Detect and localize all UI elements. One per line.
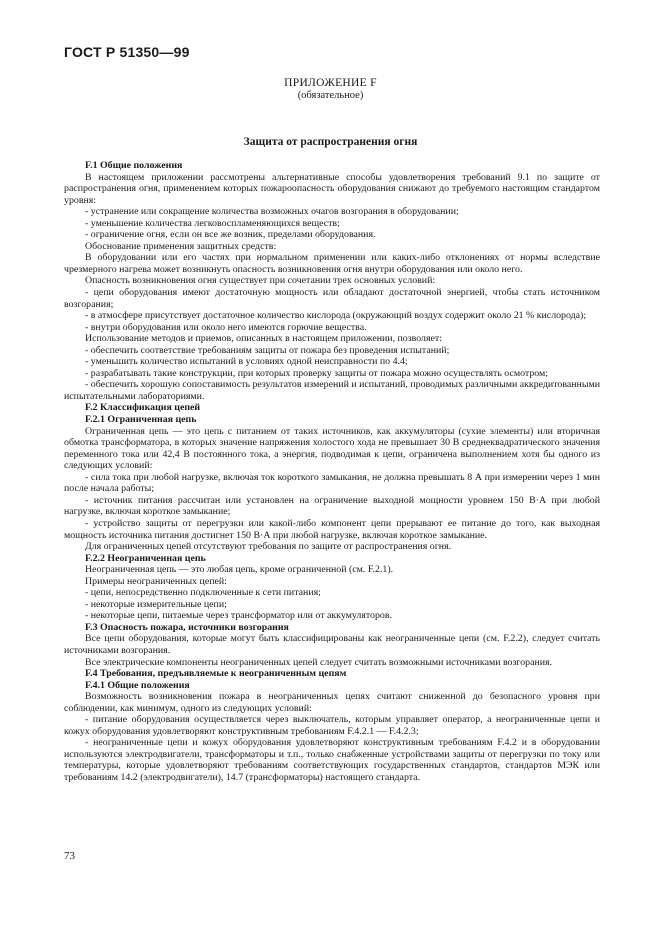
paragraph: - сила тока при любой нагрузке, включая ток короткого замыкания, не должна превышать 8 А при измерении через 1 мин после начала работы; (64, 471, 600, 495)
paragraph: - разрабатывать такие конструкции, при которых проверку защиты от пожара можно осуществлять осмотром; (85, 367, 549, 379)
appendix-status: (обязательное) (297, 90, 364, 101)
paragraph: - ограничение огня, если он все же возник, пределами оборудования. (85, 229, 376, 241)
paragraph: Возможность возникновения пожара в неограниченных цепях считают сниженной до безопасного уровня при соблюдении, как минимум, одного из следующих условий: (64, 691, 600, 714)
paragraph: Обоснование применения защитных средств: (85, 240, 277, 252)
paragraph: В оборудовании или его частях при нормальном применении или каких-либо отклонениях от нормы вследствие чрезмерного нагрева может возникнуть опасность возникновения огня внутри оборудования или около него. (64, 252, 600, 275)
document-body (64, 160, 600, 784)
paragraph: - неограниченные цепи и кожух оборудования удовлетворяют конструктивным требованиям F.4.2 и в оборудовании используются электродвигатели, трансформаторы и т.п., только снабженные устройствами защиты от перегрузки по току или температуры, которые удовлетворяют требованиям соответствующих государственных стандартов, стандартов МЭК или требованиям 14.2 (электродвигатели), 14.7 (трансформаторы) настоящего стандарта. (64, 737, 600, 783)
paragraph: - внутри оборудования или около него имеются горючие вещества. (85, 321, 367, 333)
paragraph: - цепи, непосредственно подключенные к сети питания; (85, 587, 321, 599)
paragraph: Примеры неограниченных цепей: (85, 575, 227, 587)
paragraph: Опасность возникновения огня существует при сочетании трех основных условий: (85, 275, 436, 287)
paragraph: Для ограниченных цепей отсутствуют требования по защите от распространения огня. (85, 541, 452, 553)
paragraph: - уменьшение количества легковоспламеняющихся веществ; (85, 217, 340, 229)
paragraph: - некоторые измерительные цепи; (85, 598, 227, 610)
paragraph: - питание оборудования осуществляется через выключатель, которым управляет оператор, а неограниченные цепи и кожух оборудования удовлетворяют конструктивным требованиям F.4.2.1 — F.4.2.3; (64, 714, 600, 737)
paragraph: - цепи оборудования имеют достаточную мощность или обладают достаточной энергией, чтобы стать источником возгорания; (64, 287, 600, 310)
subsection-heading: F.3 Опасность пожара, источники возгорания (85, 621, 289, 633)
paragraph: - устройство защиты от перегрузки или какой-либо компонент цепи прерывают ее питание до того, как выходная мощность источника питания достигнет 150 В·А при любой нагрузке, включая короткое замыкание. (64, 517, 600, 541)
paragraph: Все электрические компоненты неограниченных цепей следует считать возможными источниками возгорания. (85, 656, 553, 668)
paragraph: Использование методов и приемов, описанных в настоящем приложении, позволяет: (85, 333, 442, 345)
appendix-title: ПРИЛОЖЕНИЕ F (284, 77, 377, 89)
subsection-heading: F.4.1 Общие положения (85, 679, 190, 691)
section-title: Защита от распространения огня (243, 136, 418, 148)
appendix-heading (0, 77, 661, 101)
page-number: 73 (64, 850, 75, 862)
subsection-heading: F.2.2 Неограниченная цепь (85, 552, 206, 564)
subsection-heading: F.2 Классификация цепей (85, 402, 201, 414)
subsection-heading: F.2.1 Ограниченная цепь (85, 414, 197, 426)
paragraph: - в атмосфере присутствует достаточное количество кислорода (окружающий воздух содержит около 21 % кислорода); (85, 310, 587, 322)
paragraph: - обеспечить хорошую сопоставимость результатов измерений и испытаний, проводимых различными аккредитованными испытательными лабораториями. (64, 379, 600, 402)
paragraph: Все цепи оборудования, которые могут быть классифицированы как неограниченные цепи (см. F.2.2), следует считать источниками возгорания. (64, 633, 600, 656)
standard-header: ГОСТ Р 51350—99 (64, 44, 190, 60)
paragraph: - устранение или сокращение количества возможных очагов возгорания в оборудовании; (85, 206, 459, 218)
paragraph: Ограниченная цепь — это цепь с питанием от таких источников, как аккумуляторы (сухие элементы) или вторичная обмотка трансформатора, в которых значение напряжения холостого хода не превышает 30 В среднеквадратического значения переменного тока или 42,4 В постоянного тока, а энергия, подводимая к цепи, ограничена выполнением хотя бы одного из следующих условий: (64, 425, 600, 472)
paragraph: В настоящем приложении рассмотрены альтернативные способы удовлетворения требований 9.1 по защите от распространения огня, применением которых пожароопасность оборудования снижают до требуемого настоящим стандартом уровня: (64, 171, 600, 206)
paragraph: - источник питания рассчитан или установлен на ограничение выходной мощности уровнем 150 В·А при любой нагрузке, включая короткое замыкание; (64, 494, 600, 518)
subsection-heading: F.4 Требования, предъявляемые к неограниченным цепям (85, 668, 347, 680)
paragraph: - некоторые цепи, питаемые через трансформатор или от аккумуляторов. (85, 610, 392, 622)
paragraph: - уменьшить количество испытаний в условиях одной неисправности по 4.4; (85, 356, 408, 368)
paragraph: Неограниченная цепь — это любая цепь, кроме ограниченной (см. F.2.1). (85, 564, 394, 576)
subsection-heading: F.1 Общие положения (85, 160, 183, 171)
paragraph: - обеспечить соответствие требованиям защиты от пожара без проведения испытаний; (85, 344, 450, 356)
